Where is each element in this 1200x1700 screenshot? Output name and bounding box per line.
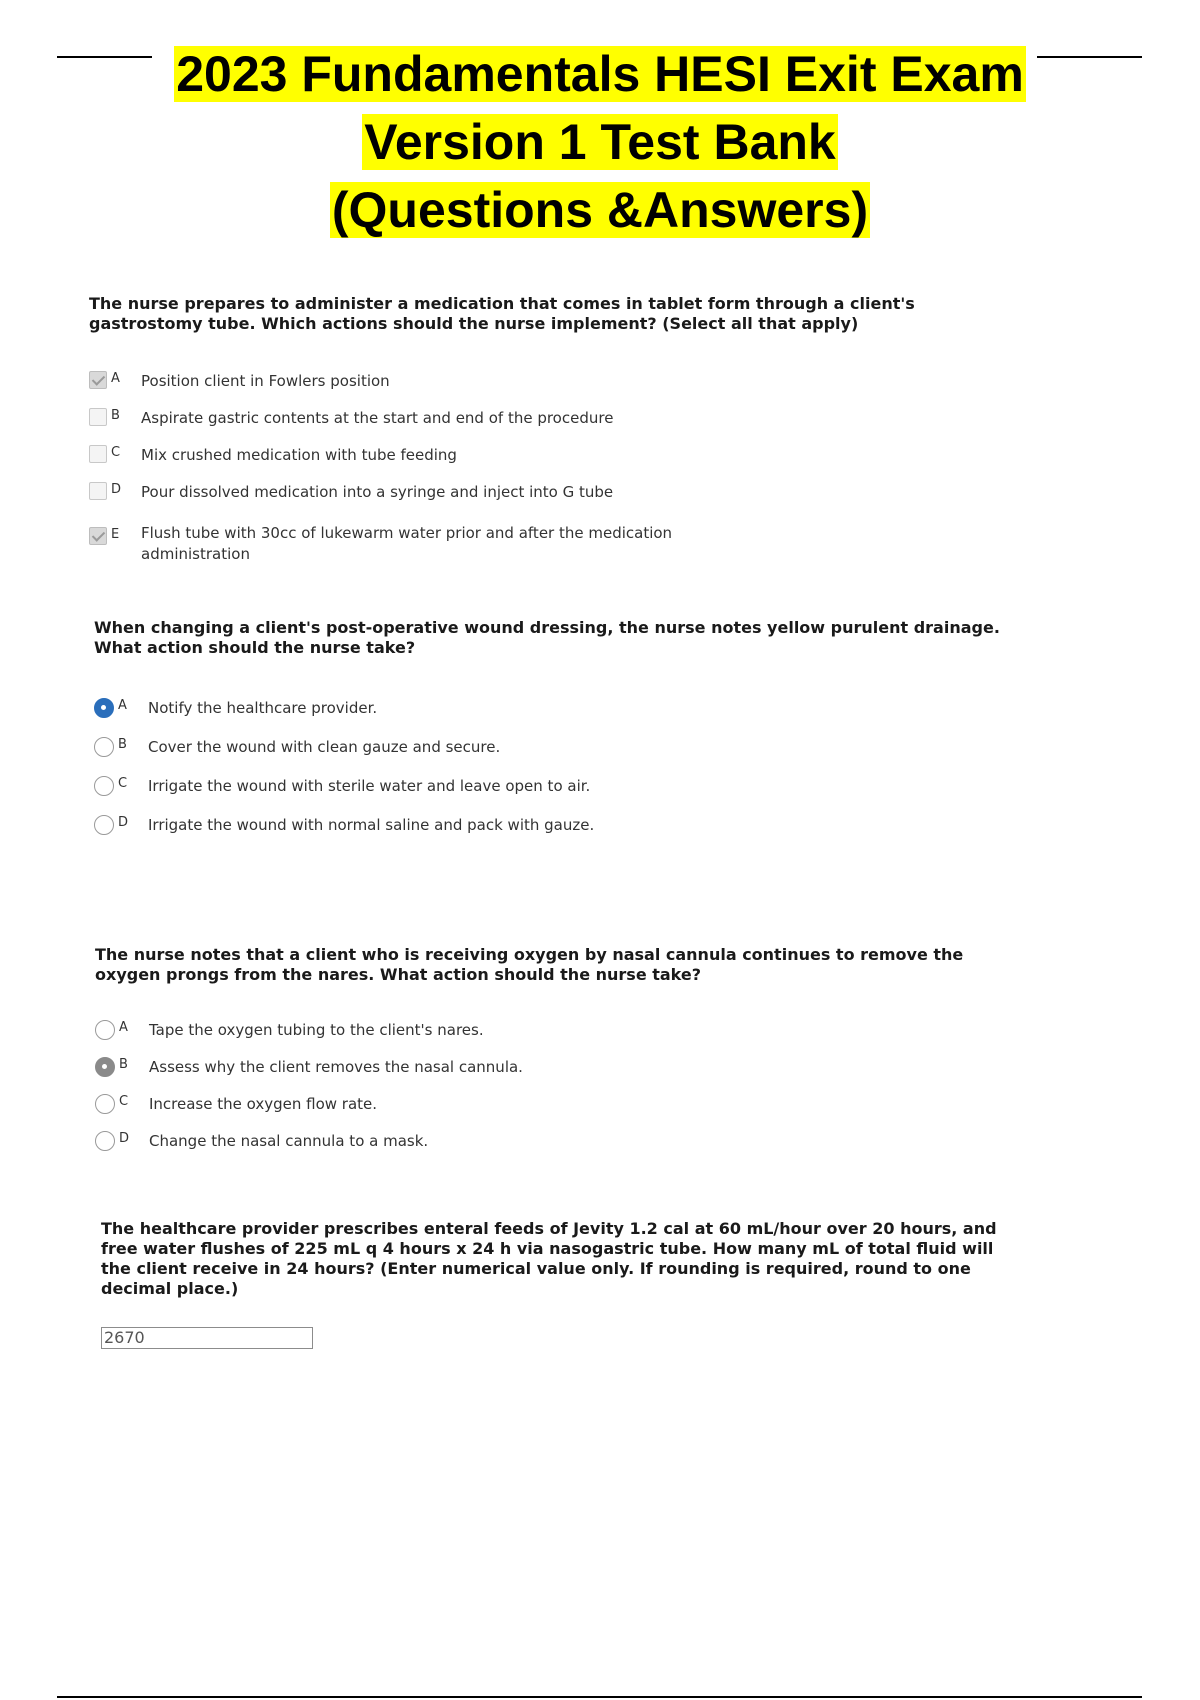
- option-text: Position client in Fowlers position: [141, 372, 390, 390]
- option-text: Pour dissolved medication into a syringe and inject into G tube: [141, 483, 614, 501]
- option-letter: D: [118, 815, 129, 830]
- option-text: Irrigate the wound with sterile water and leave open to air.: [148, 777, 591, 795]
- option-letter: A: [118, 698, 127, 713]
- radio[interactable]: [94, 737, 114, 757]
- question-4-text: The healthcare provider prescribes enteral feeds of Jevity 1.2 cal at 60 mL/hour over 20 hours, and free water flushes of 225 mL q 4 hours x 24 h via nasogastric tube. How many mL of total fluid will the client receive in 24 hours? (Enter numerical value only. If rounding is required, round to one decimal place.): [101, 1219, 997, 1298]
- radio[interactable]: [95, 1020, 115, 1040]
- title-line-1: 2023 Fundamentals HESI Exit Exam: [176, 46, 1024, 102]
- option-letter: E: [111, 527, 120, 542]
- option-text: Tape the oxygen tubing to the client's nares.: [149, 1021, 484, 1039]
- question-2: [94, 618, 1034, 658]
- option-text: Aspirate gastric contents at the start and end of the procedure: [141, 409, 614, 427]
- option-letter: C: [119, 1094, 129, 1109]
- q2-option-b[interactable]: [94, 737, 500, 758]
- option-letter: B: [119, 1057, 128, 1072]
- q3-option-d[interactable]: [95, 1131, 428, 1152]
- radio-selected[interactable]: [95, 1057, 115, 1077]
- option-letter: C: [111, 445, 121, 460]
- option-letter: A: [119, 1020, 128, 1035]
- q3-option-b[interactable]: [95, 1057, 523, 1078]
- q1-option-e[interactable]: [89, 523, 739, 565]
- option-letter: B: [118, 737, 127, 752]
- radio[interactable]: [94, 776, 114, 796]
- q3-option-c[interactable]: [95, 1094, 377, 1115]
- bottom-rule: [57, 1696, 1142, 1698]
- question-3: [95, 945, 1025, 985]
- numeric-answer-input[interactable]: 2670: [101, 1327, 313, 1349]
- q1-option-d[interactable]: [89, 482, 613, 503]
- q1-option-b[interactable]: [89, 408, 613, 429]
- radio[interactable]: [94, 815, 114, 835]
- option-letter: D: [111, 482, 122, 497]
- radio[interactable]: [95, 1094, 115, 1114]
- q2-option-d[interactable]: [94, 815, 594, 836]
- checkbox-checked[interactable]: [89, 527, 107, 545]
- q2-option-a[interactable]: [94, 698, 377, 719]
- q1-option-a[interactable]: [89, 371, 390, 392]
- checkbox[interactable]: [89, 408, 107, 426]
- radio[interactable]: [95, 1131, 115, 1151]
- option-text: Notify the healthcare provider.: [148, 699, 378, 717]
- option-text: Mix crushed medication with tube feeding: [141, 446, 457, 464]
- option-letter: B: [111, 408, 120, 423]
- question-3-text: The nurse notes that a client who is receiving oxygen by nasal cannula continues to remove the oxygen prongs from the nares. What action should the nurse take?: [95, 945, 964, 984]
- q3-option-a[interactable]: [95, 1020, 484, 1041]
- option-letter: C: [118, 776, 128, 791]
- question-4: [101, 1219, 1001, 1299]
- option-letter: A: [111, 371, 120, 386]
- checkbox-checked[interactable]: [89, 371, 107, 389]
- question-1: [89, 294, 1019, 334]
- q2-option-c[interactable]: [94, 776, 590, 797]
- q1-option-c[interactable]: [89, 445, 457, 466]
- radio-selected[interactable]: [94, 698, 114, 718]
- title-line-3: (Questions &Answers): [331, 182, 869, 238]
- option-text: Cover the wound with clean gauze and secure.: [148, 738, 501, 756]
- option-text: Increase the oxygen flow rate.: [149, 1095, 378, 1113]
- option-text: Irrigate the wound with normal saline and pack with gauze.: [148, 816, 595, 834]
- document-title: [0, 40, 1200, 244]
- option-text: Flush tube with 30cc of lukewarm water prior and after the medication administration: [141, 524, 673, 563]
- question-1-text: The nurse prepares to administer a medication that comes in tablet form through a client's gastrostomy tube. Which actions should the nurse implement? (Select all that apply): [89, 294, 915, 333]
- checkbox[interactable]: [89, 482, 107, 500]
- question-2-text: When changing a client's post-operative wound dressing, the nurse notes yellow purulent drainage. What action should the nurse take?: [94, 618, 1000, 657]
- checkbox[interactable]: [89, 445, 107, 463]
- option-letter: D: [119, 1131, 130, 1146]
- option-text: Assess why the client removes the nasal cannula.: [149, 1058, 523, 1076]
- option-text: Change the nasal cannula to a mask.: [149, 1132, 429, 1150]
- title-line-2: Version 1 Test Bank: [364, 114, 836, 170]
